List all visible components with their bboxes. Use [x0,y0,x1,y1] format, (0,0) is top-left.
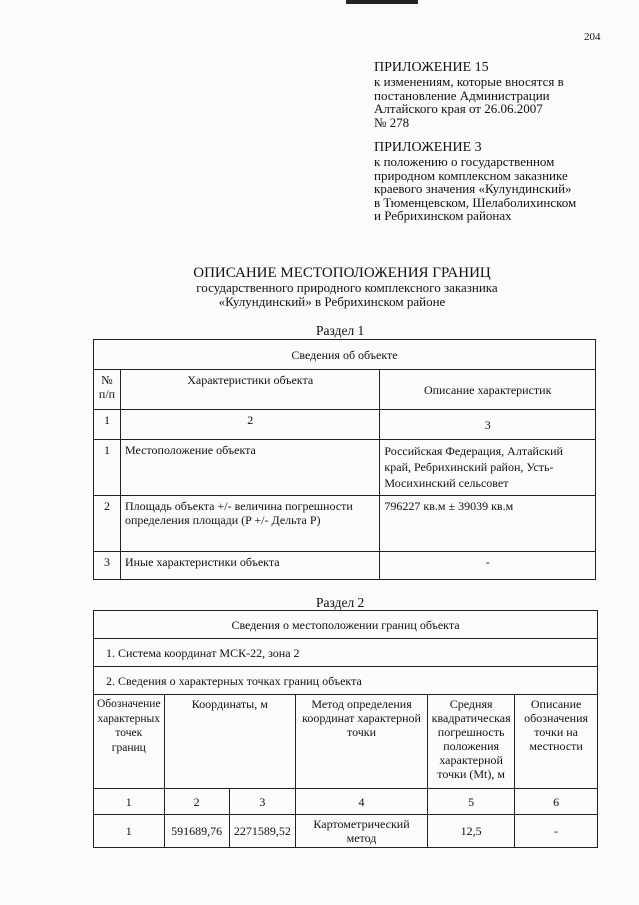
point-x: 591689,76 [164,815,229,848]
characteristic-value: 796227 кв.м ± 39039 кв.м [380,496,596,552]
annex-3-line: и Ребрихинском районах [374,208,512,223]
column-number: 1 [94,789,165,815]
annex-3-line: природном комплексном заказнике [374,167,568,183]
document-title [0,266,639,309]
annex-15-line: к изменениям, которые вносятся в [374,74,564,89]
point-y: 2271589,52 [229,815,295,848]
column-header: Описание характеристик [380,370,596,410]
column-header: Обозначение характерных точек границ [94,695,165,789]
column-number: 2 [120,410,379,440]
column-number: 6 [515,789,598,815]
title-line-2: государственного природного комплексного заказника [196,280,498,295]
characteristic-name: Местоположение объекта [120,440,379,496]
column-number: 5 [428,789,515,815]
annex-15-title: ПРИЛОЖЕНИЕ 15 [374,60,489,75]
coordinate-system: 1. Система координат МСК-22, зона 2 [94,639,598,667]
page-number: 204 [584,31,601,43]
annex-3-line: к положению о государственном [374,154,555,169]
column-number: 1 [94,410,121,440]
point-mt: 12,5 [428,815,515,848]
annex-15-block [374,60,564,129]
column-number: 2 [164,789,229,815]
point-method: Картометрический метод [296,815,428,848]
row-number: 1 [94,440,121,496]
section-1-label: Раздел 1 [316,323,365,338]
annex-15-line: Алтайского края от 26.06.2007 [374,101,543,116]
boundary-info-table [93,610,598,848]
annex-3-block [374,140,576,223]
annex-15-line: № 278 [374,114,410,130]
row-number: 3 [94,552,121,580]
title-line-1: ОПИСАНИЕ МЕСТОПОЛОЖЕНИЯ ГРАНИЦ [193,265,491,281]
object-info-table [93,339,596,580]
column-header: Средняя квадратическая погрешность положения характерной точки (Mt), м [428,695,515,789]
column-number: 3 [380,410,596,440]
scan-mark [346,0,418,4]
column-header: № п/п [94,370,121,410]
column-number: 4 [296,789,428,815]
annex-3-line: в Тюменцевском, Шелаболихинском [374,194,577,210]
annex-3-title: ПРИЛОЖЕНИЕ 3 [374,140,482,155]
row-number: 2 [94,496,121,552]
characteristic-name: Площадь объекта +/- величина погрешности определения площади (P +/- Дельта P) [120,496,379,552]
table-header: Сведения об объекте [94,340,596,370]
column-header: Характеристики объекта [120,370,379,410]
title-line-3: «Кулундинский» в Ребрихинском районе [218,294,446,309]
section-2-label: Раздел 2 [316,595,365,610]
column-header: Координаты, м [164,695,295,789]
characteristic-value: - [380,552,596,580]
column-header: Описание обозначения точки на местности [515,695,598,789]
annex-15-line: постановление Администрации [374,87,550,103]
table-header: Сведения о местоположении границ объекта [94,611,598,639]
column-number: 3 [229,789,295,815]
point-designation: 1 [94,815,165,848]
points-header: 2. Сведения о характерных точках границ объекта [94,667,598,695]
point-description: - [515,815,598,848]
annex-3-line: краевого значения «Кулундинский» [374,181,572,196]
column-header: Метод определения координат характерной точки [296,695,428,789]
characteristic-name: Иные характеристики объекта [120,552,379,580]
characteristic-value: Российская Федерация, Алтайский край, Ребрихинский район, Усть-Мосихинский сельсовет [380,440,596,496]
